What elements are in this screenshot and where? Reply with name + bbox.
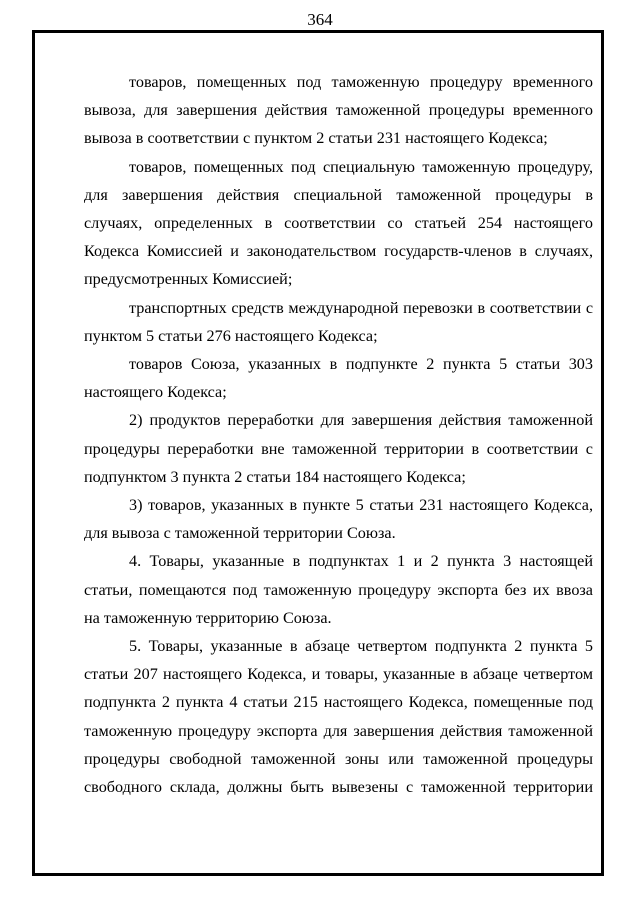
paragraph: 4. Товары, указанные в подпунктах 1 и 2 пункта 3 настоящей статьи, помещаются под таможенную процедуру экспорта без их ввоза на таможенную территорию Союза. bbox=[84, 552, 593, 627]
paragraph: транспортных средств международной перевозки в соответствии с пунктом 5 статьи 276 настоящего Кодекса; bbox=[84, 298, 593, 345]
paragraph: товаров Союза, указанных в подпункте 2 пункта 5 статьи 303 настоящего Кодекса; bbox=[84, 355, 593, 402]
paragraph: 3) товаров, указанных в пункте 5 статьи 231 настоящего Кодекса, для вывоза с таможенной территории Союза. bbox=[84, 496, 593, 543]
page-number: 364 bbox=[307, 10, 333, 29]
paragraph: 5. Товары, указанные в абзаце четвертом подпункта 2 пункта 5 статьи 207 настоящего Кодекса, и товары, указанные в абзаце четвертом подпункта 2 пункта 4 статьи 215 настоящего Кодекса, помещенные под таможенную процедуру экспорта для завершения действия таможенной процедуры свободной таможенной зоны или таможенной процедуры свободного склада, должны быть вывезены с таможенной территории bbox=[84, 637, 593, 797]
document-body bbox=[84, 68, 593, 801]
paragraph: 2) продуктов переработки для завершения действия таможенной процедуры переработки вне таможенной территории в соответствии с подпунктом 3 пункта 2 статьи 184 настоящего Кодекса; bbox=[84, 411, 593, 486]
paragraph: товаров, помещенных под таможенную процедуру временного вывоза, для завершения действия таможенной процедуры временного вывоза в соответствии с пунктом 2 статьи 231 настоящего Кодекса; bbox=[84, 73, 593, 148]
paragraph: товаров, помещенных под специальную таможенную процедуру, для завершения действия специальной таможенной процедуры в случаях, определенных в соответствии со статьей 254 настоящего Кодекса Комиссией и законодательством государств-членов в случаях, предусмотренных Комиссией; bbox=[84, 157, 593, 289]
